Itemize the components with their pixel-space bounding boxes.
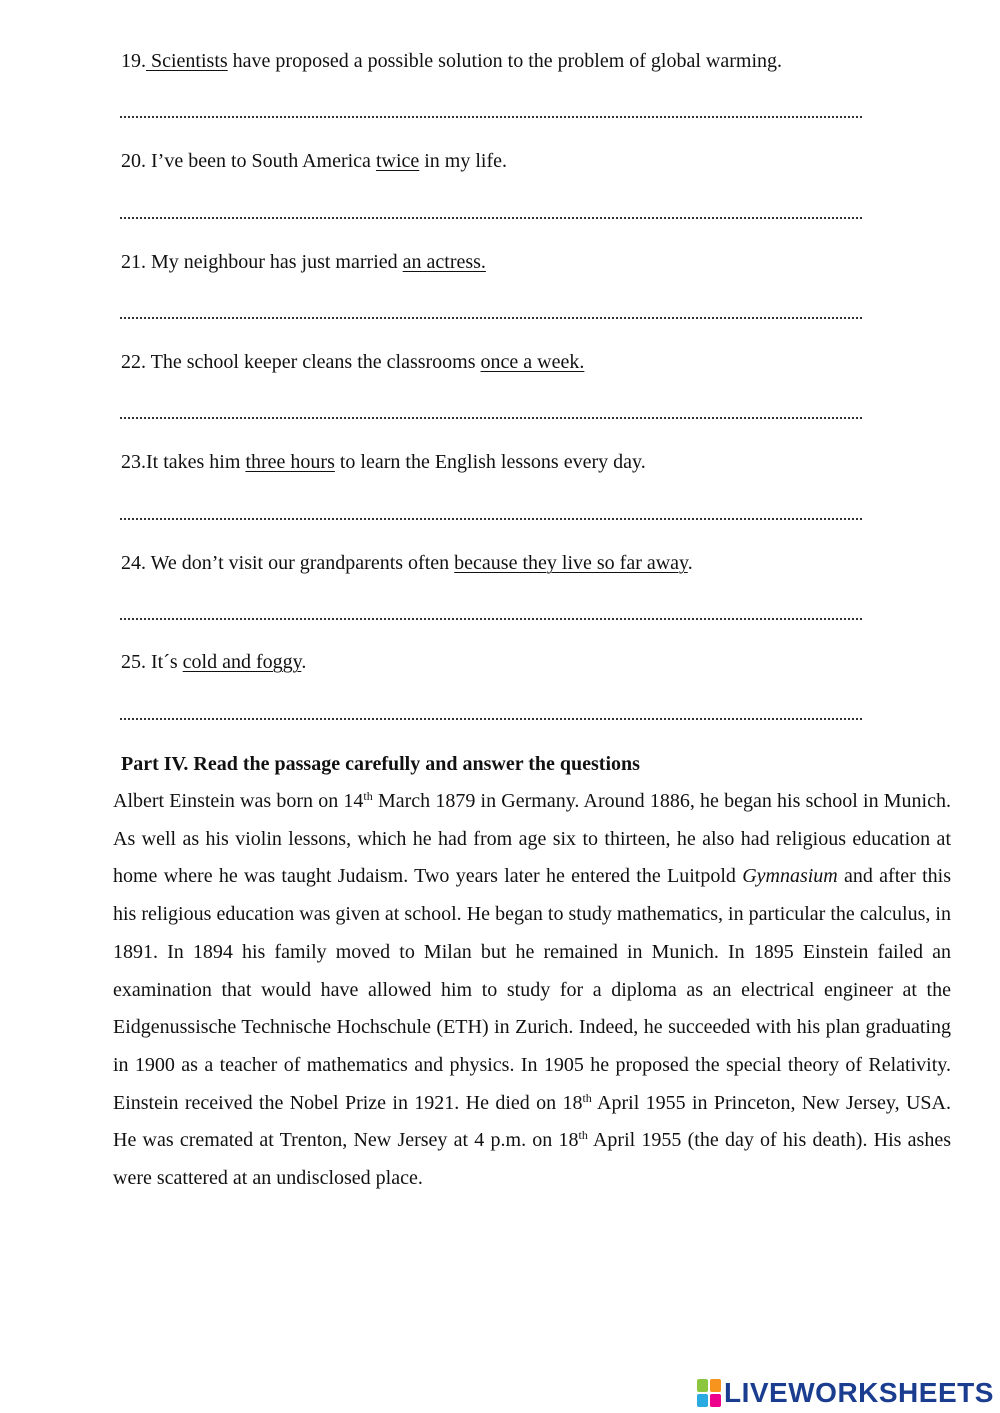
underlined-phrase: because they live so far away (454, 552, 688, 574)
underlined-phrase: Scientists (146, 50, 228, 72)
liveworksheets-logo (697, 1377, 994, 1409)
question-19: 19. Scientists have proposed a possible solution to the problem of global warming. (121, 50, 783, 72)
logo-square-4 (710, 1394, 721, 1407)
logo-square-1 (697, 1379, 708, 1392)
question-23: 23.It takes him three hours to learn the English lessons every day. (121, 451, 646, 473)
question-number: 19. (121, 50, 146, 72)
answer-line-20[interactable] (120, 215, 862, 219)
answer-line-21[interactable] (120, 315, 862, 319)
answer-line-23[interactable] (120, 516, 862, 520)
question-24: 24. We don’t visit our grandparents often because they live so far away. (121, 552, 693, 574)
underlined-phrase: an actress. (402, 251, 486, 273)
underlined-phrase: cold and foggy (182, 651, 302, 673)
question-21: 21. My neighbour has just married an actress. (121, 251, 486, 273)
answer-line-22[interactable] (120, 415, 862, 419)
question-number: 20. (121, 150, 146, 172)
answer-line-25[interactable] (120, 716, 862, 720)
answer-line-19[interactable] (120, 114, 862, 118)
logo-text: LIVEWORKSHEETS (724, 1377, 994, 1408)
reading-passage: Albert Einstein was born on 14th March 1879 in Germany. Around 1886, he began his school in Munich. As well as his violin lessons, which he had from age six to thirteen, he also had religious education at home where he was taught Judaism. Two years later he entered the Luitpold Gymnasium and after this his religious education was given at school. He began to study mathematics, in particular the calculus, in 1891. In 1894 his family moved to Milan but he remained in Munich. In 1895 Einstein failed an examination that would have allowed him to study for a diploma as an electrical engineer at the Eidgenussische Technische Hochschule (ETH) in Zurich. Indeed, he succeeded with his plan graduating in 1900 as a teacher of mathematics and physics. In 1905 he proposed the special theory of Relativity. Einstein received the Nobel Prize in 1921. He died on 18th April 1955 in Princeton, New Jersey, USA. He was cremated at Trenton, New Jersey at 4 p.m. on 18th April 1955 (the day of his death). His ashes were scattered at an undisclosed place. (113, 789, 951, 1190)
question-25: 25. It´s cold and foggy. (121, 651, 307, 673)
logo-icon (697, 1379, 721, 1407)
underlined-phrase: once a week. (480, 351, 585, 373)
question-number: 23. (121, 451, 146, 473)
question-number: 22. (121, 351, 146, 373)
question-20: 20. I’ve been to South America twice in my life. (121, 150, 508, 172)
logo-square-2 (710, 1379, 721, 1392)
underlined-phrase: three hours (245, 451, 335, 473)
question-number: 21. (121, 251, 146, 273)
question-number: 25. (121, 651, 146, 673)
part-iv-heading: Part IV. Read the passage carefully and answer the questions (121, 753, 640, 775)
underlined-phrase: twice (375, 150, 420, 172)
answer-line-24[interactable] (120, 616, 862, 620)
question-number: 24. (121, 552, 146, 574)
question-22: 22. The school keeper cleans the classrooms once a week. (121, 351, 585, 373)
logo-square-3 (697, 1394, 708, 1407)
